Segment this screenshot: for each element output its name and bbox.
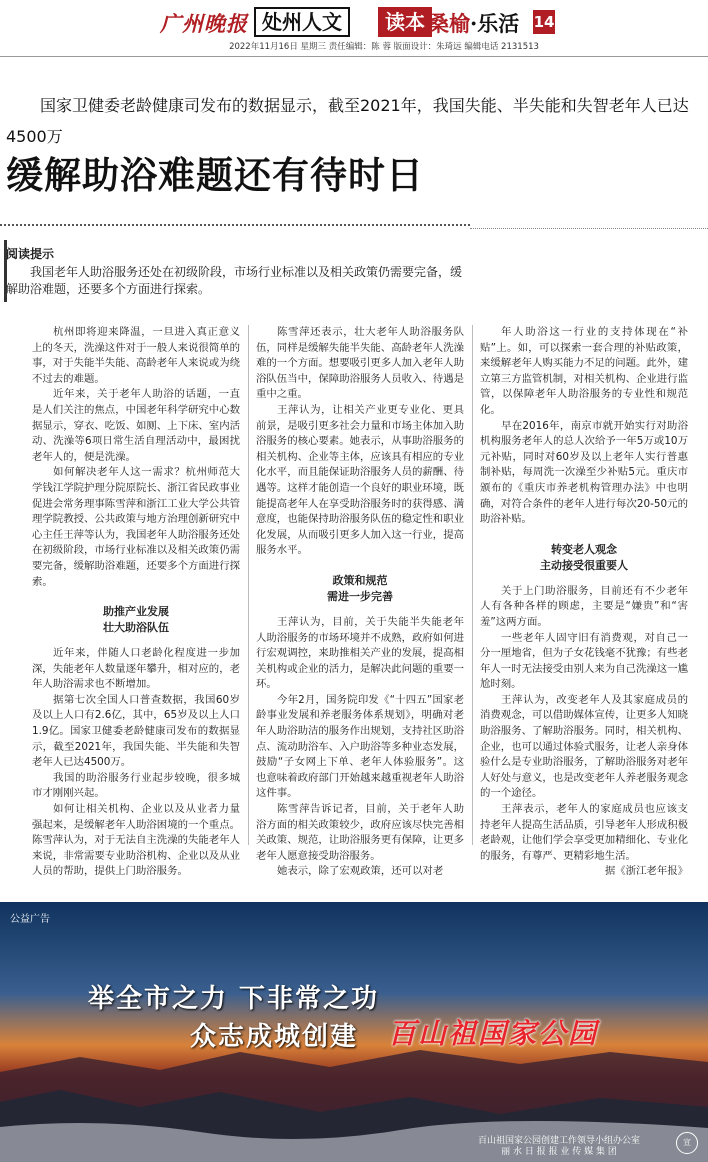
ad-slogan-line-2: 众志成城创建	[190, 1022, 359, 1052]
headline-divider	[0, 224, 470, 226]
public-service-ad	[0, 902, 708, 1162]
paragraph: 早在2016年，南京市就开始实行对助浴机构服务老年人的总人次给予一年5万或10万元补贴，同时对60岁及以上老年人实行普惠制补贴，每周洗一次澡至少补贴5元。重庆市颁布的《重庆市养老机构管理办法》中也明确，对符合条件的老年人进行每次20-50元的助浴补贴。	[480, 419, 688, 526]
paragraph: 近年来，关于老年人助浴的话题，一直是人们关注的焦点，中国老年科学研究中心数据显示，穿衣、吃饭、如厕、上下床、室内活动、洗澡等6项日常生活自理活动中，最困扰老年人的，便是洗澡。	[32, 388, 240, 463]
article-column-3	[480, 325, 688, 880]
paragraph: 近年来，伴随人口老龄化程度进一步加深，失能老年人数量逐年攀升，相对应的，老年人助浴需求也不断增加。	[32, 647, 240, 691]
ad-slogan-calligraphy: 百山祖国家公园	[388, 1017, 599, 1050]
ad-sponsor-line: 丽 水 日 报 报 业 传 媒 集 团	[501, 1147, 617, 1157]
column-label: 桑榆	[428, 11, 470, 36]
paragraph: 据第七次全国人口普查数据，我国60岁及以上人口有2.6亿，其中，65岁及以上人口1.9亿。国家卫健委老龄健康司发布的数据显示，截至2021年，我国失能、半失能和失智老年人已达4500万。	[32, 693, 240, 769]
column-rule	[248, 325, 249, 845]
subheading	[480, 542, 688, 574]
headline: 缓解助浴难题还有待时日	[6, 154, 424, 197]
paragraph: 我国的助浴服务行业起步较晚，很多城市才刚刚兴起。	[32, 771, 240, 800]
column-sublabel: ·乐活	[470, 11, 520, 36]
lead-paragraph: 国家卫健委老龄健康司发布的数据显示，截至2021年，我国失能、半失能和失智老年人已达4500万	[6, 96, 689, 146]
intro-title: 阅读提示	[6, 247, 55, 261]
subheading-line: 壮大助浴队伍	[103, 621, 169, 635]
column-rule	[472, 325, 473, 845]
masthead	[0, 0, 708, 44]
header-rule	[0, 56, 708, 57]
column-name	[428, 8, 519, 38]
paragraph: 如何让相关机构、企业以及从业者力量强起来，是缓解老年人助浴困境的一个重点。陈雪萍认为，对于无法自主洗澡的失能老年人来说，非常需要专业助浴机构、企业以及从业人员的帮助，提供上门助浴服务。	[32, 803, 240, 878]
paragraph: 关于上门助浴服务，目前还有不少老年人有各种各样的顾虑，主要是“嫌贵”和“害羞”这两方面。	[480, 584, 688, 628]
article-column-2	[256, 325, 464, 880]
ad-sponsor	[478, 1136, 640, 1158]
headline-divider-right	[470, 228, 708, 229]
section-tag: 读本	[378, 7, 432, 37]
paragraph: 王萍表示，老年人的家庭成员也应该支持老年人提高生活品质，引导老年人形成积极老龄观，让他们学会享受更加精细化、专业化的服务，有尊严、更精彩地生活。	[480, 803, 688, 862]
subheading-line: 政策和规范	[332, 573, 388, 587]
paragraph: 如何解决老年人这一需求？杭州师范大学钱江学院护理分院原院长、浙江省民政事业促进会常务理事陈雪萍和浙江工业大学公共管理学院教授、公共政策与地方治理创新研究中心主任王萍等认为，我国老年人助浴服务还处在初级阶段，市场行业标准以及相关政策仍需要完备，缓解助浴难题，还要多个方面进行探索。	[32, 466, 240, 588]
byline: 据《浙江老年报》	[604, 865, 688, 878]
subheading	[256, 573, 464, 605]
paragraph: 陈雪萍告诉记者，目前，关于老年人助浴方面的相关政策较少，政府应该尽快完善相关政策、规范，让助浴服务更有保障，让更多老年人愿意接受助浴服务。	[256, 803, 464, 862]
page-number: 14	[533, 10, 555, 34]
ad-tag: 公益广告	[10, 914, 50, 925]
paragraph: 杭州即将迎来降温，一旦进入真正意义上的冬天，洗澡这件对于一般人来说很简单的事，对于失能半失能、高龄老年人来说或为绕不过去的难题。	[32, 326, 240, 385]
subheading-line: 需进一步完善	[327, 589, 393, 603]
section-name: 处州人文	[254, 7, 350, 37]
newspaper-logo: 广州晚报	[160, 11, 248, 36]
subheading-line: 主动接受很重要人	[540, 558, 628, 572]
paragraph: 她表示，除了宏观政策，还可以对老	[277, 865, 444, 878]
paragraph: 今年2月，国务院印发《“十四五”国家老龄事业发展和养老服务体系规划》，明确对老年人助浴助洁的服务作出规划，支持社区助浴点、流动助浴车、入户助浴等多种业态发展，鼓励“子女网上下单、老年人体验服务”。这也意味着政府部门开始越来越重视老年人助浴这件事。	[256, 693, 464, 800]
paragraph: 王萍认为，改变老年人及其家庭成员的消费观念，可以借助媒体宣传，让更多人知晓助浴服务、了解助浴服务。同时，相关机构、企业，也可以通过体验式服务，让老人亲身体验什么是专业助浴服务，了解助浴服务对老年人好处与意义，也是改变老年人养老服务观念的一个途径。	[480, 693, 688, 800]
ad-logo-icon: 宣	[676, 1132, 698, 1154]
paragraph: 王萍认为，让相关产业更专业化、更具前景，是吸引更多社会力量和市场主体加入助浴服务的核心要素。她表示，从事助浴服务的相关机构、企业等主体，应该具有相应的专业化水平，而且能保证助浴服务人员的薪酬、待遇等。这样才能创造一个良好的职业环境，既能提高老年人在享受助浴服务时的获得感、满意度，也能保持助浴服务队伍的稳定性和职业化发展，从而吸引更多人加入这一行业，提高服务水平。	[256, 403, 464, 557]
paragraph: 年人助浴这一行业的支持体现在“补贴”上。如，可以探索一套合理的补贴政策，来缓解老年人购买能力不足的问题。此外，建立第三方监管机制，对相关机构、企业进行监管，以保障老年人助浴服务的专业性和规范化。	[480, 326, 688, 416]
paragraph: 一些老年人固守旧有消费观，对自己一分一厘地省，但为子女花钱毫不犹豫；有些老年人一时无法接受由别人来为自己洗澡这一尴尬时刻。	[480, 631, 688, 691]
ad-sponsor-line: 百山祖国家公园创建工作领导小组办公室	[478, 1136, 641, 1146]
subheading-line: 转变老人观念	[551, 542, 617, 556]
dateline: 2022年11月16日 星期三 责任编辑：陈 蓉 版面设计：朱琦远 编辑电话 2131513	[229, 42, 539, 52]
subheading	[32, 604, 240, 636]
paragraph: 王萍认为，目前，关于失能半失能老年人助浴服务的市场环境并不成熟，政府如何进行宏观调控，来助推相关产业的发展，提高相关机构或企业的活力，是解决此问题的重要一环。	[256, 615, 464, 691]
ad-slogan-line-1: 举全市之力 下非常之功	[88, 984, 380, 1014]
article-column-1	[32, 325, 240, 880]
subheading-line: 助推产业发展	[103, 605, 169, 619]
paragraph: 陈雪萍还表示，壮大老年人助浴服务队伍，同样是缓解失能半失能、高龄老年人洗澡难的一个方面。想要吸引更多人加入老年人助浴队伍当中，保障助浴服务人员收入、待遇是重中之重。	[256, 326, 464, 401]
intro-body: 我国老年人助浴服务还处在初级阶段，市场行业标准以及相关政策仍需要完备，缓解助浴难题，还要多个方面进行探索。	[6, 265, 463, 296]
